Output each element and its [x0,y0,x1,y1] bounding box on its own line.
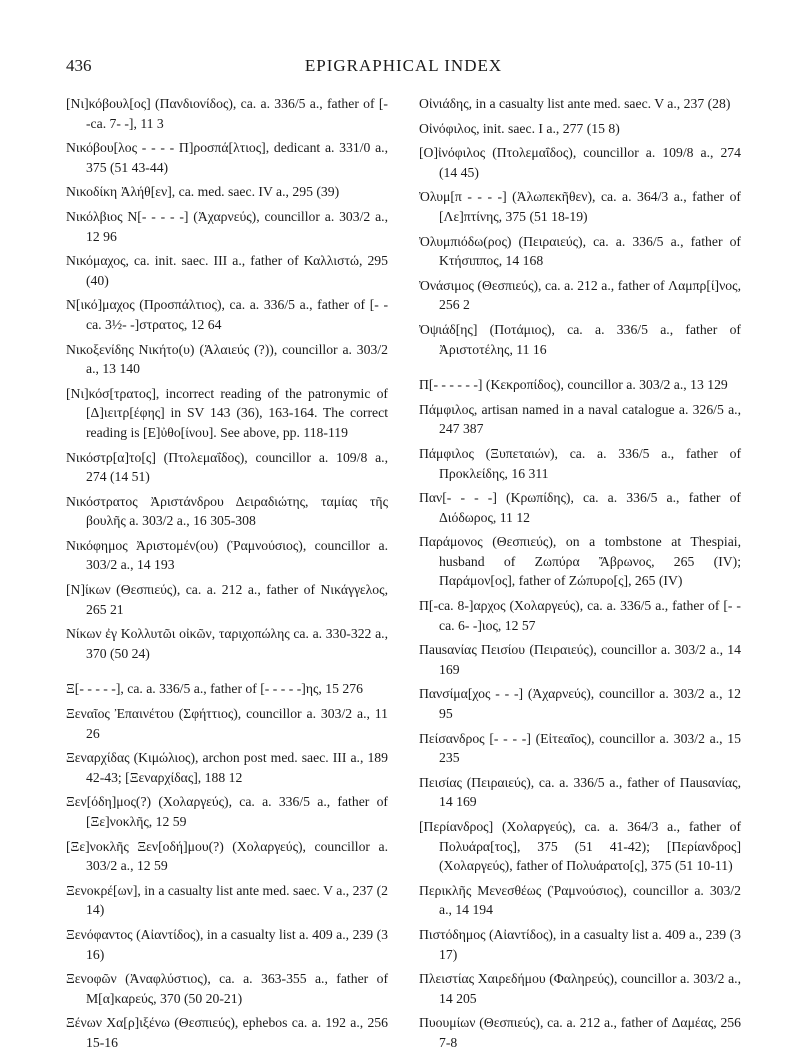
index-entry: Ὀλυμ[π - - - -] (Ἀλωπεκῆθεν), ca. a. 364/3 a., father of [Λε]πτίνης, 375 (51 18-19) [419,189,741,224]
index-entry: Ξενοφῶν (Ἀναφλύστιος), ca. a. 363-355 a., father of Μ[α]καρεύς, 370 (50 20-21) [66,971,388,1006]
index-entry: Ξεν[όδη]μος(?) (Χολαργεύς), ca. a. 336/5 a., father of [Ξε]νοκλῆς, 12 59 [66,794,388,829]
index-entry: Ξ[- - - - -], ca. a. 336/5 a., father of [- - - - -]ης, 15 276 [66,681,363,697]
index-entry: Ν[ικό]μαχος (Προσπάλτιος), ca. a. 336/5 a., father of [- -ca. 3½- -]στρατος, 12 64 [66,297,388,332]
index-entry: Παράμονος (Θεσπιεύς), on a tombstone at Thespiai, husband of Ζωπύρα Ἄβρωνος, 265 (IV); Παράμον[ος], father of Ζώπυρο[ς], 265 (IV) [419,534,741,589]
index-entry: Νικόβου[λος - - - - Π]ροσπά[λτιος], dedicant a. 331/0 a., 375 (51 43-44) [66,140,388,175]
index-entry: Πανσίμα[χος - - -] (Ἀχαρνεύς), councillor a. 303/2 a., 12 95 [419,686,741,722]
left-column [66,94,388,1058]
index-entry: Νικοξενίδης Νικήτο(υ) (Ἁλαιεύς (?)), councillor a. 303/2 a., 13 140 [66,341,388,377]
index-entry: [Περίανδρος] (Χολαργεύς), ca. a. 364/3 a., father of Πολυάρα[τος], 375 (51 41-42); [Περίανδρος] (Χολαργεύς), father of Πολυάρατο[ς], 375 (51 10-11) [419,819,741,874]
index-entry: Πείσανδρος [- - - -] (Εἰτεαῖος), councillor a. 303/2 a., 15 235 [419,730,741,766]
index-entry: Ξεναρχίδας (Κιμώλιος), archon post med. saec. III a., 189 42-43; [Ξεναρχίδας], 188 12 [66,750,388,785]
index-entry: Ὀνάσιμος (Θεσπιεύς), ca. a. 212 a., father of Λαμπρ[ί]νος, 256 2 [419,277,741,313]
index-entry: [Ν]ίκων (Θεσπιεύς), ca. a. 212 a., father of Νικάγγελος, 265 21 [66,582,388,617]
index-entry: Παν[- - - -] (Κρωπίδης), ca. a. 336/5 a., father of Διόδωρος, 11 12 [419,490,741,525]
index-entry: [Ξε]νοκλῆς Ξεν[οδή]μου(?) (Χολαργεύς), councillor a. 303/2 a., 12 59 [66,838,388,874]
running-title: EPIGRAPHICAL INDEX [304,56,503,75]
index-entry: Ξεναῖος Ἐπαινέτου (Σφήττιος), councillor a. 303/2 a., 11 26 [66,706,388,741]
page-header [66,56,741,80]
index-entry: Νικόφημος Ἀριστομέν(ου) (Ῥαμνούσιος), councillor a. 303/2 a., 14 193 [66,537,388,573]
index-entry: Νικόστρατος Ἀριστάνδρου Δειραδιώτης, ταμίας τῆς βουλῆς a. 303/2 a., 16 305-308 [66,493,388,529]
index-entry: Νικοδίκη Ἀλήθ[εν], ca. med. saec. IV a., 295 (39) [66,184,340,200]
index-entry: Πεισίας (Πειραιεύς), ca. a. 336/5 a., father of Πausανίας, 14 169 [419,774,741,810]
index-entry: Ξένων Χα[ρ]ιξένω (Θεσπιεύς), ephebos ca. a. 192 a., 256 15-16 [66,1015,388,1050]
index-entry: Νικόλβιος Ν[- - - - -] (Ἀχαρνεύς), councillor a. 303/2 a., 12 96 [66,208,388,244]
index-entry: Ξενοκρέ[ων], in a casualty list ante med. saec. V a., 237 (2 14) [66,882,388,918]
index-entry: Πausανίας Πεισίου (Πειραιεύς), councillor a. 303/2 a., 14 169 [419,642,741,677]
index-entry: Νικόμαχος, ca. init. saec. III a., father of Καλλιστώ, 295 (40) [66,253,388,288]
index-entry: [Νι]κόσ[τρατος], incorrect reading of the patronymic of [Δ]ιειτρ[έφης] in SV 143 (36), 163-164. The correct reading is [Ε]ὐθο[ίνου]. See above, pp. 118-119 [66,385,388,440]
page-number: 436 [66,56,92,75]
index-entry: Π[- - - - - -] (Κεκροπίδος), councillor a. 303/2 a., 13 129 [419,377,728,393]
index-entry: Νικόστρ[α]το[ς] (Πτολεμαΐδος), councillor a. 109/8 a., 274 (14 51) [66,449,388,485]
index-entry: Πιστόδημος (Αἰαντίδος), in a casualty list a. 409 a., 239 (3 17) [419,926,741,962]
right-column [419,94,741,1058]
index-entry: [Νι]κόβουλ[ος] (Πανδιονίδος), ca. a. 336/5 a., father of [- -ca. 7- -], 11 3 [66,96,388,131]
index-entry: [Ο]ἰνόφιλος (Πτολεμαΐδος), councillor a. 109/8 a., 274 (14 45) [419,145,741,180]
index-entry: Ὀλυμπιόδω(ρος) (Πειραιεύς), ca. a. 336/5 a., father of Κτήσιππος, 14 168 [419,233,741,269]
index-entry: Περικλῆς Μενεσθέως (Ῥαμνούσιος), councillor a. 303/2 a., 14 194 [419,882,741,918]
index-entry: Πυουμίων (Θεσπιεύς), ca. a. 212 a., father of Δαμέας, 256 7-8 [419,1015,741,1050]
index-entry: Νίκων ἐγ Κολλυτῶι οἰκῶν, ταριχοπώλης ca. a. 330-322 a., 370 (50 24) [66,626,388,661]
index-entry: Π[-ca. 8-]αρχος (Χολαργεύς), ca. a. 336/5 a., father of [- -ca. 6- -]ιος, 12 57 [419,598,741,633]
index-entry: Ὀψιάδ[ης] (Ποτάμιος), ca. a. 336/5 a., father of Ἀριστοτέλης, 11 16 [419,321,741,357]
index-entry: Πάμφιλος (Ξυπεταιών), ca. a. 336/5 a., father of Προκλείδης, 16 311 [419,445,741,481]
index-entry: Πλειστίας Χαιρεδήμου (Φαληρεύς), councillor a. 303/2 a., 14 205 [419,971,741,1006]
index-entry: Ξενόφαντος (Αἰαντίδος), in a casualty list a. 409 a., 239 (3 16) [66,926,388,962]
index-entry: Οἰνιάδης, in a casualty list ante med. saec. V a., 237 (28) [419,96,731,111]
index-entry: Πάμφιλος, artisan named in a naval catalogue a. 326/5 a., 247 387 [419,401,741,437]
index-entry: Οἰνόφιλος, init. saec. I a., 277 (15 8) [419,120,620,136]
